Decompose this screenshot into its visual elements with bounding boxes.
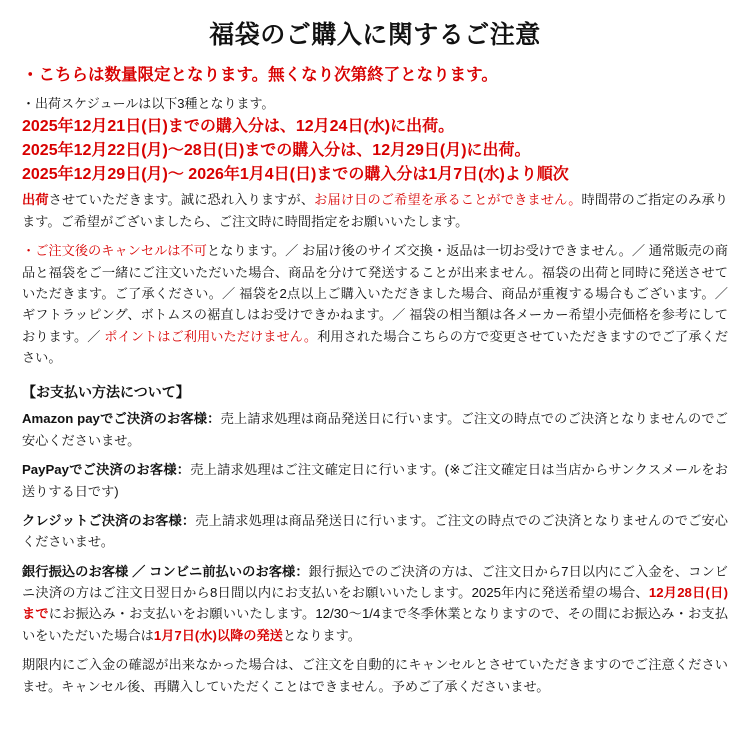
schedule-intro: ・出荷スケジュールは以下3種となります。 <box>22 95 275 111</box>
payment-text-bank-1: 銀行振込でのご決済の方は、ご注文日から7日以内にご入金を、コンビニ決済の方はご注文日翌日から8日間以内にお支払いをお願いいたします。2025年内に発送希望の場合、 <box>22 563 728 601</box>
payment-bank-red-2: 1月7日(水)以降の発送 <box>153 627 283 643</box>
payment-row-bank <box>22 561 728 647</box>
payment-text-bank-2: にお振込み・お支払いをお願いいたします。12/30〜1/4まで冬季休業となりますので、その間にお振込み・お支払いをいただいた場合は <box>22 606 729 643</box>
payment-label-credit: クレジットご決済のお客様： <box>22 512 196 528</box>
shipping-note-paragraph <box>22 189 728 232</box>
cancel-policy-red: ・ご注文後のキャンセルは不可 <box>22 243 207 259</box>
shipping-tail-red-2: お届け日のご希望を承ることができません。 <box>314 192 582 208</box>
payment-bank-red-1: 12月28日(日)まで <box>22 585 728 622</box>
shipping-tail-text-1: させていただきます。誠に恐れ入りますが、 <box>48 192 315 208</box>
payment-text-amazon: 売上請求処理は商品発送日に行います。ご注文の時点でのご決済となりませんのでご安心くださいませ。 <box>22 411 728 448</box>
payment-text-paypay: 売上請求処理はご注文確定日に行います。(※ご注文確定日は当店からサンクスメールをお送りする日です) <box>22 462 728 499</box>
payment-label-paypay: PayPayでご決済のお客様： <box>22 462 191 478</box>
schedule-line-3: 2025年12月29日(月)〜 2026年1月4日(日)までの購入分は1月7日(水)より順次 <box>22 166 569 184</box>
payment-heading: 【お支払い方法について】 <box>22 384 190 401</box>
point-policy-text: 利用された場合こちらの方で変更させていただきますのでご了承ください。 <box>22 328 729 366</box>
shipping-tail-red: 出荷 <box>22 192 49 208</box>
shipping-tail-text-2: 時間帯のご指定のみ承ります。ご希望がございましたら、ご注文時に時間指定をお願いいたします。 <box>22 192 728 229</box>
schedule-line-1: 2025年12月21日(日)までの購入分は、12月24日(水)に出荷。 <box>22 118 455 136</box>
payment-row-credit <box>22 510 728 553</box>
payment-row-amazon <box>22 408 728 451</box>
cancel-policy-paragraph <box>22 240 728 368</box>
cancel-policy-text: となります。／ お届け後のサイズ交換・返品は一切お受けできません。／ 通常販売の商品と福袋をご一緒にご注文いただいた場合、商品を分けて発送することが出来ません。福袋の出荷と同時に発送させていただきます。ご了承ください。／ 福袋を2点以上ご購入いただきました場合、商品が重複する場合もございます。／ ギフトラッピング、ボトムスの裾直しはお受けできかねます。／ 福袋の相当額は各メーカー希望小売価格を参考にしております。／ <box>22 243 728 344</box>
payment-label-amazon: Amazon payでご決済のお客様： <box>22 411 221 427</box>
page-title: 福袋のご購入に関するご注意 <box>209 21 541 49</box>
payment-row-paypay <box>22 459 728 502</box>
shipping-schedule <box>22 115 728 187</box>
schedule-line-2: 2025年12月22日(月)〜28日(日)までの購入分は、12月29日(月)に出荷。 <box>22 142 531 160</box>
lead-notice: ・こちらは数量限定となります。無くなり次第終了となります。 <box>22 66 498 84</box>
payment-text-credit: 売上請求処理は商品発送日に行います。ご注文の時点でのご決済となりませんのでご安心くださいませ。 <box>22 512 728 550</box>
closing-paragraph: 期限内にご入金の確認が出来なかった場合は、ご注文を自動的にキャンセルとさせていただきますのでご注意くださいませ。キャンセル後、再購入していただくことはできません。予めご了承くださいませ。 <box>22 657 728 694</box>
payment-text-bank-3: となります。 <box>282 627 361 643</box>
point-policy-red: ポイントはご利用いただけません。 <box>104 328 318 344</box>
payment-label-bank: 銀行振込のお客様 ／ コンビニ前払いのお客様： <box>22 563 309 579</box>
